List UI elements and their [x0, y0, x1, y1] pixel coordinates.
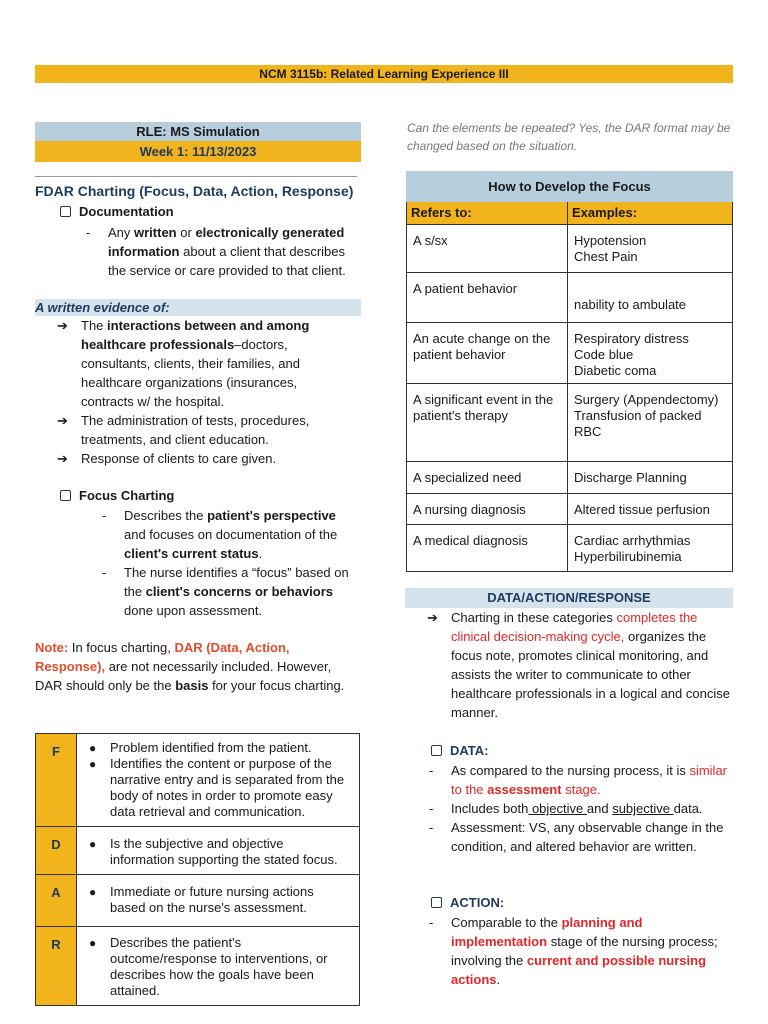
text-run-bold: patient's perspective [207, 508, 336, 523]
table-title-row [407, 172, 733, 202]
text-run: stage of the nursing process; involving the [451, 934, 718, 968]
table-cell: A specialized need [407, 462, 568, 494]
text-run-highlight: stage. [561, 782, 601, 797]
table-cell: A nursing diagnosis [407, 494, 568, 525]
list-item [429, 799, 732, 818]
table-row [407, 225, 733, 273]
rle-week: Week 1: 11/13/2023 [35, 141, 361, 162]
bullet-icon: ● [89, 741, 97, 755]
text-run: organizes the focus note, promotes clinical monitoring, and assists the writer to communicate to other healthcare professionals in a logical and concise manner. [451, 629, 730, 720]
list-item [89, 933, 349, 999]
list-item [89, 740, 349, 756]
list-item [429, 761, 732, 799]
table-cell: A patient behavior [407, 273, 568, 323]
row-description [77, 875, 360, 927]
fdar-table [35, 733, 360, 1006]
column-header: Refers to: [407, 202, 568, 225]
text-run: The nurse identifies a “focus” based on the [124, 565, 349, 599]
data-list [429, 761, 732, 856]
list-item [89, 881, 349, 920]
repeat-note: Can the elements be repeated? Yes, the DAR format may be changed based on the situation. [407, 121, 731, 153]
text-run-bold: client's current status [124, 546, 259, 561]
course-banner: NCM 3115b: Related Learning Experience III [35, 65, 733, 83]
fdar-heading: FDAR Charting (Focus, Data, Action, Response) [35, 183, 354, 199]
rle-title: RLE: MS Simulation [35, 122, 361, 141]
text-run: Assessment: VS, any observable change in the condition, and altered behavior are written. [451, 820, 724, 854]
example-line: Surgery (Appendectomy) [574, 392, 719, 407]
action-label: ACTION: [450, 895, 505, 910]
checkbox-icon[interactable] [431, 745, 442, 756]
checkbox-icon[interactable] [60, 206, 71, 217]
note-paragraph [35, 638, 353, 695]
bullet-icon: ● [89, 757, 97, 771]
example-line: Respiratory distress [574, 331, 689, 346]
list-item [102, 506, 360, 563]
row-letter: R [36, 927, 77, 1006]
data-label-row [431, 743, 489, 758]
example-line: Chest Pain [574, 249, 638, 264]
table-row [36, 875, 360, 927]
text-run: Any [108, 225, 135, 240]
written-evidence-list [57, 316, 347, 468]
documentation-definition [86, 223, 360, 280]
documentation-label-row [60, 204, 360, 219]
text-run-bold: current and possible nursing actions [451, 953, 707, 987]
table-cell [568, 323, 733, 384]
text-run: or [176, 225, 196, 240]
bullet-icon: ● [89, 837, 97, 851]
example-line: Transfusion of packed RBC [574, 408, 702, 439]
dar-intro [427, 608, 732, 722]
text-run: In focus charting, [68, 640, 175, 655]
table-cell: An acute change on the patient behavior [407, 323, 568, 384]
dash-marker: - [429, 801, 434, 816]
text-run: Immediate or future nursing actions based on the nurse's assessment. [110, 884, 314, 915]
text-run-bold: planning and implementation [451, 915, 643, 949]
note-label: Note: [35, 640, 69, 655]
row-letter: D [36, 827, 77, 875]
example-line: Discharge Planning [574, 470, 687, 485]
table-row [36, 734, 360, 827]
text-run: Describes the patient's outcome/response to interventions, or describes how the goals have been attained. [110, 935, 328, 998]
text-run-bold: interactions between and among healthcare professionals [81, 318, 310, 352]
arrow-icon: ➔ [57, 451, 68, 466]
text-run: As compared to the nursing process, it is [451, 763, 690, 778]
documentation-label: Documentation [79, 204, 174, 219]
text-run: about a client that describes the service or care provided to that client. [108, 244, 346, 278]
table-row [407, 525, 733, 572]
text-run-underline: objective [528, 801, 587, 816]
table-cell [568, 273, 733, 323]
list-item [57, 316, 347, 411]
example-line: nability to ambulate [574, 297, 687, 312]
text-run: data. [673, 801, 703, 816]
example-line: Cardiac arrhythmias [574, 533, 691, 548]
text-run-bold: DAR (Data, Action, Response), [35, 640, 290, 674]
arrow-icon: ➔ [57, 413, 68, 428]
list-item [89, 756, 349, 820]
documentation-section [60, 204, 360, 280]
arrow-icon: ➔ [427, 610, 438, 625]
example-line: Hyperbilirubinemia [574, 549, 682, 564]
list-item [89, 833, 349, 868]
text-run: The administration of tests, procedures, treatments, and client education. [81, 413, 310, 447]
table-cell: A medical diagnosis [407, 525, 568, 572]
written-evidence-heading: A written evidence of: [35, 299, 361, 316]
text-run: and [586, 801, 613, 816]
bullet-icon: ● [89, 936, 97, 950]
text-run: Comparable to the [451, 915, 562, 930]
text-run: are not necessarily included. However, DAR should only be the [35, 659, 332, 693]
table-row [36, 927, 360, 1006]
table-cell [568, 525, 733, 572]
text-run-highlight: completes the clinical decision-making cycle, [451, 610, 698, 644]
example-line: Diabetic coma [574, 363, 657, 378]
text-run: Describes the [124, 508, 208, 523]
text-run: Is the subjective and objective information supporting the stated focus. [110, 836, 338, 867]
table-row [407, 273, 733, 323]
action-list [429, 913, 732, 989]
dash-marker: - [429, 820, 434, 835]
arrow-icon: ➔ [57, 318, 68, 333]
text-run: . [258, 546, 263, 561]
dash-marker: - [86, 225, 91, 240]
list-item [429, 818, 732, 856]
text-run: Charting in these categories [451, 610, 617, 625]
table-cell: A s/sx [407, 225, 568, 273]
table-row [407, 323, 733, 384]
dash-marker: - [429, 763, 434, 778]
list-item [429, 913, 732, 989]
text-run: for your focus charting. [208, 678, 345, 693]
example-line: Altered tissue perfusion [574, 502, 710, 517]
checkbox-icon[interactable] [431, 897, 442, 908]
table-cell: A significant event in the patient's therapy [407, 384, 568, 462]
example-line: Hypotension [574, 233, 647, 248]
text-run: Includes both [451, 801, 529, 816]
example-line: Code blue [574, 347, 634, 362]
text-run: and focuses on documentation of the [124, 527, 338, 542]
text-run-underline: subjective [612, 801, 674, 816]
row-description [77, 734, 360, 827]
text-run: –doctors, consultants, clients, their families, and healthcare organizations (insurances, contracts w/ the hospital. [81, 337, 300, 409]
focus-charting-label-row [60, 488, 360, 503]
dash-marker: - [429, 915, 434, 930]
list-item [57, 449, 347, 468]
text-run: Response of clients to care given. [81, 451, 277, 466]
table-header-row [407, 202, 733, 225]
table-row [407, 384, 733, 462]
text-run-bold: basis [175, 678, 209, 693]
text-run-bold: client's concerns or behaviors [145, 584, 334, 599]
dar-heading: DATA/ACTION/RESPONSE [405, 588, 733, 608]
table-row [36, 827, 360, 875]
divider [35, 176, 357, 177]
text-run: . [496, 972, 501, 987]
row-letter: A [36, 875, 77, 927]
table-cell [568, 494, 733, 525]
focus-charting-label: Focus Charting [79, 488, 175, 503]
data-label: DATA: [450, 743, 489, 758]
table-row [407, 462, 733, 494]
row-letter: F [36, 734, 77, 827]
list-item [427, 608, 732, 722]
table-title: How to Develop the Focus [407, 172, 733, 202]
text-run: Problem identified from the patient. [110, 740, 312, 755]
column-header: Examples: [568, 202, 733, 225]
dash-marker: - [102, 565, 107, 580]
list-item [102, 563, 360, 620]
table-row [407, 494, 733, 525]
text-run: The [81, 318, 108, 333]
row-description [77, 927, 360, 1006]
text-run: Identifies the content or purpose of the narrative entry and is separated from the body of notes in order to promote easy data retrieval and communication. [110, 756, 345, 819]
focus-table [406, 171, 733, 572]
action-label-row [431, 895, 504, 910]
dash-marker: - [102, 508, 107, 523]
text-run-bold: electronically generated information [108, 225, 345, 259]
text-run-highlight: similar to the [451, 763, 728, 797]
table-cell [568, 225, 733, 273]
checkbox-icon[interactable] [60, 490, 71, 501]
bullet-icon: ● [89, 885, 97, 899]
table-cell [568, 462, 733, 494]
text-run-bold: assessment [487, 782, 562, 797]
row-description [77, 827, 360, 875]
text-run-bold: written [134, 225, 177, 240]
table-cell [568, 384, 733, 462]
list-item [57, 411, 347, 449]
focus-charting-section [60, 488, 360, 620]
text-run: done upon assessment. [124, 603, 263, 618]
